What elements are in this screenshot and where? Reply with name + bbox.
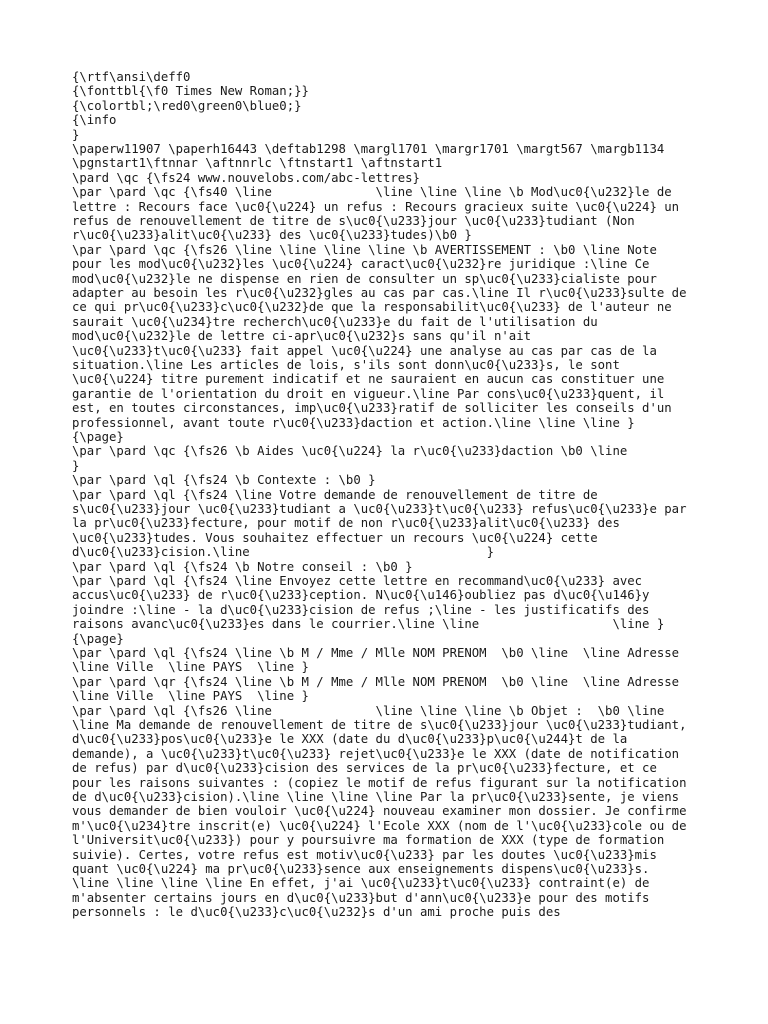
rtf-source-line: {\page} bbox=[72, 430, 124, 444]
rtf-source-line: \uc0{\u233}tudes. Vous souhaitez effectuer un recours \uc0{\u224} cette bbox=[72, 530, 598, 545]
rtf-source-line: \uc0{\u224} titre purement indicatif et ne sauraient en aucun cas constituer une bbox=[72, 372, 665, 387]
rtf-source-line: \par \pard \qr {\fs24 \line \b M / Mme / Mlle NOM PRENOM \b0 \line \line Adresse bbox=[72, 674, 680, 689]
rtf-source-line: pour les mod\uc0{\u232}les \uc0{\u224} caract\uc0{\u232}re juridique :\line Ce bbox=[72, 257, 650, 272]
rtf-source-line: de refus) par d\uc0{\u233}cision des services de la pr\uc0{\u233}fecture, et ce bbox=[72, 761, 657, 776]
rtf-source-line: s\uc0{\u233}jour \uc0{\u233}tudiant a \uc0{\u233}t\uc0{\u233} refus\uc0{\u233}e par bbox=[72, 502, 687, 516]
rtf-source-line: {\colortbl;\red0\green0\blue0;} bbox=[72, 98, 302, 113]
rtf-source-line: ce qui pr\uc0{\u233}c\uc0{\u232}de que la responsabilit\uc0{\u233} de l'auteur ne bbox=[72, 300, 672, 315]
rtf-source-line: situation.\line Les articles de lois, s'ils sont donn\uc0{\u233}s, le sont bbox=[72, 358, 620, 372]
rtf-source-line: refus de renouvellement de titre de s\uc0{\u233}jour \uc0{\u233}tudiant (Non bbox=[72, 214, 635, 228]
rtf-source-line: saurait \uc0{\u234}tre recherch\uc0{\u233}e du fait de l'utilisation du bbox=[72, 314, 598, 329]
rtf-source-line: r\uc0{\u233}alit\uc0{\u233} des \uc0{\u233}tudes)\b0 } bbox=[72, 228, 472, 243]
rtf-source-line: \par \pard \ql {\fs26 \line \line \line \line \b Objet : \b0 \line bbox=[72, 703, 665, 718]
rtf-source-line: \par \pard \ql {\fs24 \line Envoyez cette lettre en recommand\uc0{\u233} avec bbox=[72, 574, 643, 588]
rtf-source-line: mod\uc0{\u232}le de lettre ci-apr\uc0{\u232}s sans qu'il n'ait bbox=[72, 329, 532, 344]
rtf-source-line: \line Ville \line PAYS \line } bbox=[72, 660, 309, 675]
rtf-source-line: lettre : Recours face \uc0{\u224} un refus : Recours gracieux suite \uc0{\u224} un bbox=[72, 199, 680, 214]
rtf-source-line: accus\uc0{\u233} de r\uc0{\u233}ception. N\uc0{\u146}oubliez pas d\uc0{\u146}y bbox=[72, 588, 650, 603]
rtf-source-line: adapter au besoin les r\uc0{\u232}gles au cas par cas.\line Il r\uc0{\u233}sulte de bbox=[72, 286, 687, 300]
rtf-source-line: m'absenter certains jours en d\uc0{\u233}but d'ann\uc0{\u233}e pour des motifs bbox=[72, 890, 650, 905]
rtf-source-line: {\info bbox=[72, 113, 117, 128]
rtf-source-line: garantie de l'orientation du droit en vigueur.\line Par cons\uc0{\u233}quent, il bbox=[72, 386, 665, 401]
rtf-source-line: } bbox=[72, 127, 80, 142]
rtf-source-line: \par \pard \ql {\fs24 \line \b M / Mme / Mlle NOM PRENOM \b0 \line \line Adresse bbox=[72, 646, 680, 660]
rtf-source-line: demande), a \uc0{\u233}t\uc0{\u233} rejet\uc0{\u233}e le XXX (date de notification bbox=[72, 746, 680, 761]
rtf-source-line: m'\uc0{\u234}tre inscrit(e) \uc0{\u224} l'Ecole XXX (nom de l'\uc0{\u233}cole ou de bbox=[72, 818, 687, 833]
rtf-source-line: de d\uc0{\u233}cision).\line \line \line \line Par la pr\uc0{\u233}sente, je viens bbox=[72, 790, 680, 804]
rtf-source-line: quant \uc0{\u224} ma pr\uc0{\u233}sence aux enseignements dispens\uc0{\u233}s. bbox=[72, 862, 650, 876]
rtf-source-line: } bbox=[72, 458, 80, 473]
rtf-source-line: \pgnstart1\ftnnar \aftnnrlc \ftnstart1 \aftnstart1 bbox=[72, 156, 443, 171]
rtf-source-line: \pard \qc {\fs24 www.nouvelobs.com/abc-lettres} bbox=[72, 170, 420, 185]
rtf-source-line: {\page} bbox=[72, 631, 124, 646]
rtf-source-line: l'Universit\uc0{\u233}) pour y poursuivre ma formation de XXX (type de formation bbox=[72, 833, 665, 848]
rtf-source-line: \par \pard \qc {\fs40 \line \line \line \line \b Mod\uc0{\u232}le de bbox=[72, 185, 672, 200]
rtf-source-line: suivie). Certes, votre refus est motiv\uc0{\u233} par les doutes \uc0{\u233}mis bbox=[72, 847, 657, 862]
rtf-source-line: \par \pard \qc {\fs26 \line \line \line \line \b AVERTISSEMENT : \b0 \line Note bbox=[72, 242, 657, 257]
rtf-source-line: \par \pard \ql {\fs24 \line Votre demande de renouvellement de titre de bbox=[72, 487, 598, 502]
rtf-source-line: vous demander de bien vouloir \uc0{\u224} nouveau examiner mon dossier. Je confirme bbox=[72, 804, 687, 819]
rtf-source-line: personnels : le d\uc0{\u233}c\uc0{\u232}s d'un ami proche puis des bbox=[72, 905, 561, 920]
rtf-source-line: professionnel, avant toute r\uc0{\u233}daction et action.\line \line \line } bbox=[72, 415, 635, 430]
rtf-source-line: {\rtf\ansi\deff0 bbox=[72, 70, 191, 84]
rtf-source-line: \paperw11907 \paperh16443 \deftab1298 \margl1701 \margr1701 \margt567 \margb1134 bbox=[72, 142, 665, 156]
rtf-source-line: raisons avanc\uc0{\u233}es dans le courrier.\line \line \line } bbox=[72, 617, 665, 632]
rtf-source-line: mod\uc0{\u232}le ne dispense en rien de consulter un sp\uc0{\u233}cialiste pour bbox=[72, 271, 657, 286]
rtf-source-line: \par \pard \qc {\fs26 \b Aides \uc0{\u224} la r\uc0{\u233}daction \b0 \line bbox=[72, 444, 628, 459]
rtf-source-line: \par \pard \ql {\fs24 \b Notre conseil : \b0 } bbox=[72, 559, 413, 574]
rtf-source-line: \line Ville \line PAYS \line } bbox=[72, 689, 309, 704]
rtf-source-line: joindre :\line - la d\uc0{\u233}cision de refus ;\line - les justificatifs des bbox=[72, 602, 650, 617]
rtf-source-line: d\uc0{\u233}cision.\line } bbox=[72, 545, 494, 560]
rtf-source-line: d\uc0{\u233}pos\uc0{\u233}e le XXX (date du d\uc0{\u233}p\uc0{\u244}t de la bbox=[72, 732, 628, 747]
rtf-source-line: est, en toutes circonstances, imp\uc0{\u233}ratif de solliciter les conseils d'un bbox=[72, 401, 672, 416]
rtf-source-line: {\fonttbl{\f0 Times New Roman;}} bbox=[72, 84, 309, 99]
rtf-source-line: pour les raisons suivantes : (copiez le motif de refus figurant sur la notification bbox=[72, 775, 687, 790]
rtf-source-line: \uc0{\u233}t\uc0{\u233} fait appel \uc0{\u224} une analyse au cas par cas de la bbox=[72, 343, 657, 358]
rtf-source-line: \line \line \line \line En effet, j'ai \uc0{\u233}t\uc0{\u233} contraint(e) de bbox=[72, 876, 650, 891]
rtf-source-line: \line Ma demande de renouvellement de titre de s\uc0{\u233}jour \uc0{\u233}tudiant, bbox=[72, 718, 687, 732]
rtf-source-line: \par \pard \ql {\fs24 \b Contexte : \b0 } bbox=[72, 473, 376, 488]
rtf-source-line: la pr\uc0{\u233}fecture, pour motif de non r\uc0{\u233}alit\uc0{\u233} des bbox=[72, 516, 620, 531]
